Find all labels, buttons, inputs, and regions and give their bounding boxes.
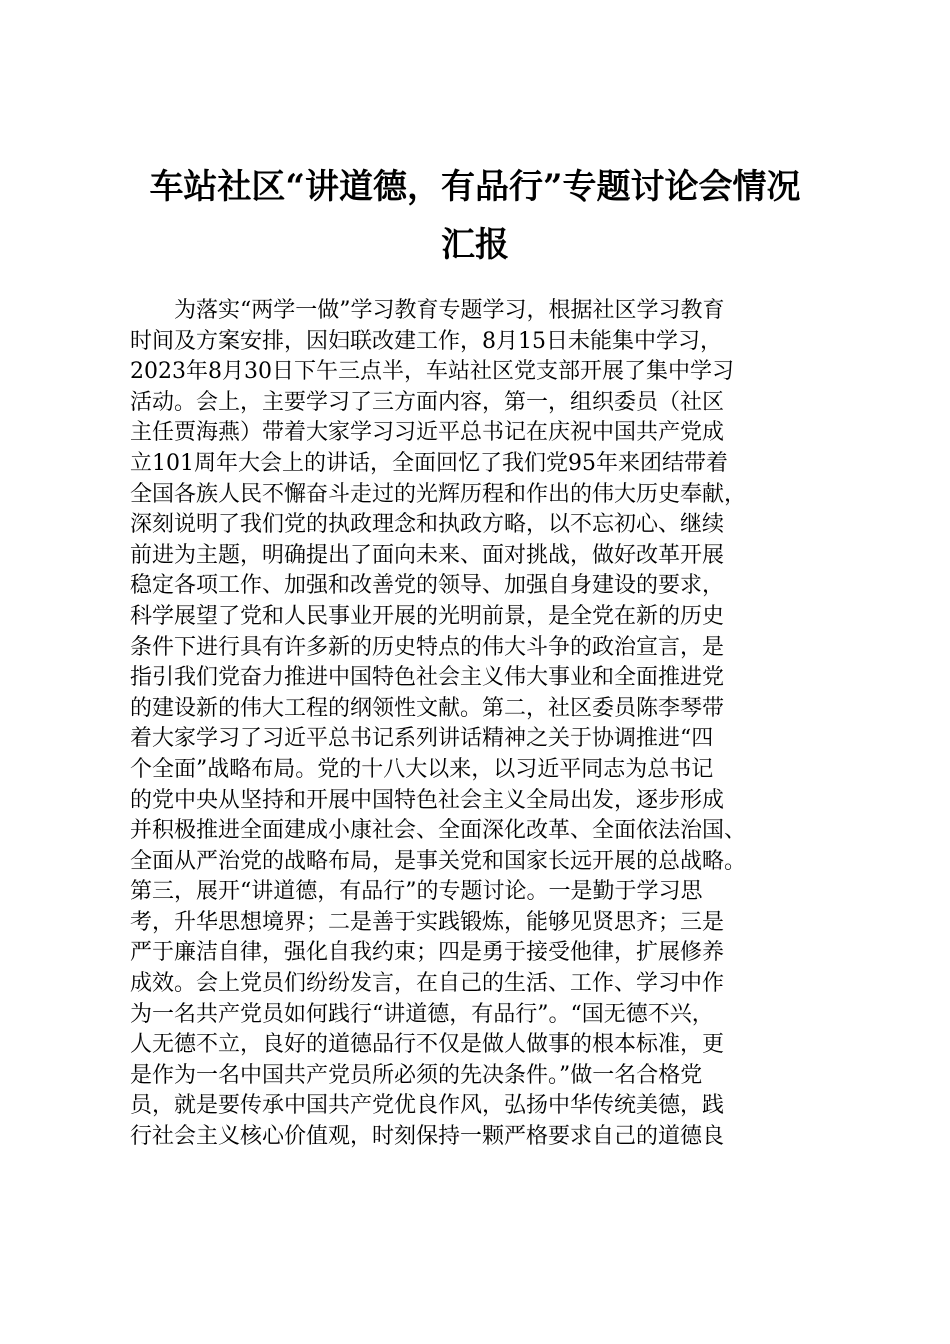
- body-line: 成效。会上党员们纷纷发言，在自己的生活、工作、学习中作: [130, 971, 725, 997]
- body-line: 活动。会上，主要学习了三方面内容，第一，组织委员（社区: [130, 389, 725, 415]
- body-line: 人无德不立，良好的道德品行不仅是做人做事的根本标准，更: [130, 1032, 725, 1058]
- document-body: [130, 296, 830, 1153]
- title-line-2: 汇报: [441, 225, 509, 265]
- body-line: 是作为一名中国共产党员所必须的先决条件。”做一名合格党: [130, 1062, 703, 1088]
- body-line: 员，就是要传承中国共产党优良作风，弘扬中华传统美德，践: [130, 1093, 725, 1119]
- body-line: 科学展望了党和人民事业开展的光明前景，是全党在新的历史: [130, 603, 725, 629]
- body-line: 的党中央从坚持和开展中国特色社会主义全局出发，逐步形成: [130, 787, 725, 813]
- body-line: 为落实“两学一做”学习教育专题学习，根据社区学习教育: [174, 298, 725, 323]
- body-line: 的建设新的伟大工程的纲领性文献。第二，社区委员陈李琴带: [130, 695, 725, 721]
- body-line: 指引我们党奋力推进中国特色社会主义伟大事业和全面推进党: [130, 665, 725, 691]
- body-line: 时间及方案安排，因妇联改建工作，8月15日未能集中学习，: [130, 328, 722, 354]
- body-line: 第三，展开“讲道德，有品行”的专题讨论。一是勤于学习思: [130, 879, 703, 905]
- body-line: 2023年8月30日下午三点半，车站社区党支部开展了集中学习: [130, 359, 734, 385]
- body-line: 全国各族人民不懈奋斗走过的光辉历程和作出的伟大历史奉献，: [130, 481, 747, 507]
- body-line: 考，升华思想境界；二是善于实践锻炼，能够见贤思齐；三是: [130, 909, 725, 935]
- body-line: 着大家学习了习近平总书记系列讲话精神之关于协调推进“四: [130, 726, 714, 752]
- body-line: 行社会主义核心价值观，时刻保持一颗严格要求自己的道德良: [130, 1124, 725, 1150]
- body-line: 主任贾海燕）带着大家学习习近平总书记在庆祝中国共产党成: [130, 420, 725, 446]
- body-line: 全面从严治党的战略布局，是事关党和国家长远开展的总战略。: [130, 848, 747, 874]
- body-line: 条件下进行具有许多新的历史特点的伟大斗争的政治宣言，是: [130, 634, 725, 660]
- body-line: 并积极推进全面建成小康社会、全面深化改革、全面依法治国、: [130, 818, 747, 844]
- body-line: 为一名共产党员如何践行“讲道德，有品行”。“国无德不兴，: [130, 1001, 714, 1027]
- document-title: [120, 158, 830, 274]
- body-line: 个全面”战略布局。党的十八大以来，以习近平同志为总书记: [130, 756, 714, 782]
- body-line: 立101周年大会上的讲话，全面回忆了我们党95年来团结带着: [130, 450, 728, 476]
- body-line: 深刻说明了我们党的执政理念和执政方略，以不忘初心、继续: [130, 512, 725, 538]
- body-line: 稳定各项工作、加强和改善党的领导、加强自身建设的要求，: [130, 573, 725, 599]
- body-line: 前进为主题，明确提出了面向未来、面对挑战，做好改革开展: [130, 542, 725, 568]
- body-line: 严于廉洁自律，强化自我约束；四是勇于接受他律，扩展修养: [130, 940, 725, 966]
- title-line-1: 车站社区“讲道德，有品行”专题讨论会情况: [149, 167, 801, 207]
